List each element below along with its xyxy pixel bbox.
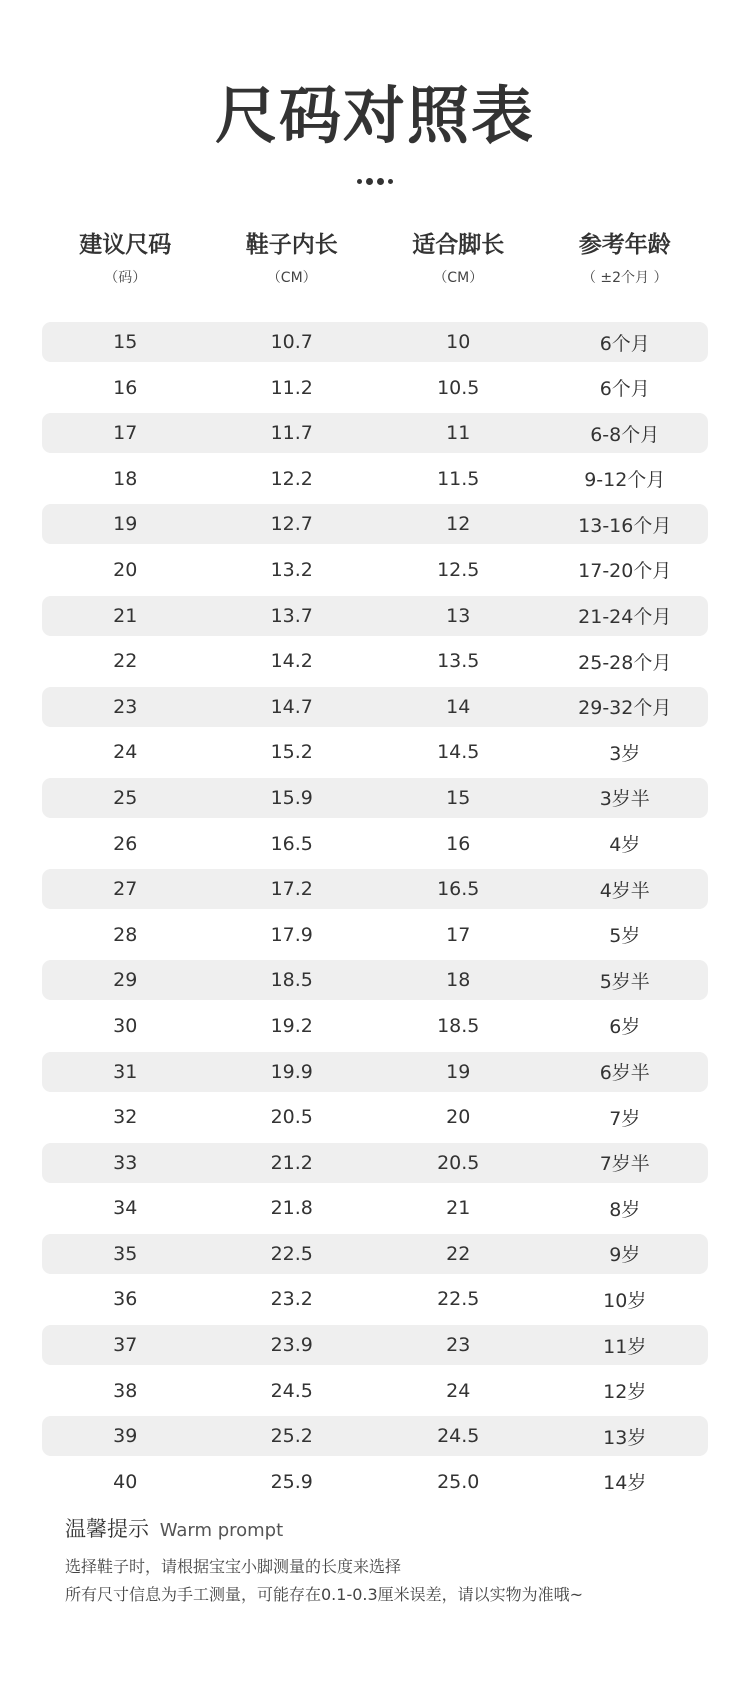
cell-foot-length: 23 <box>446 1334 471 1357</box>
cell-age: 13岁 <box>603 1426 647 1449</box>
cell-foot-length: 13.5 <box>437 650 480 673</box>
table-row <box>42 1234 708 1274</box>
cell-age: 10岁 <box>603 1289 647 1312</box>
cell-size: 28 <box>113 923 138 946</box>
table-row <box>42 1462 708 1502</box>
table-row <box>42 641 708 681</box>
cell-size: 24 <box>113 741 138 764</box>
cell-inner-length: 15.9 <box>270 786 313 809</box>
header-label: 鞋子内长 <box>245 232 338 258</box>
cell-foot-length: 12.5 <box>437 558 480 581</box>
cell-age: 21-24个月 <box>578 606 672 629</box>
header-reference-age <box>542 232 709 286</box>
cell-inner-length: 14.7 <box>270 695 313 718</box>
cell-inner-length: 22.5 <box>270 1242 313 1265</box>
table-row <box>42 1188 708 1228</box>
cell-inner-length: 17.2 <box>270 878 313 901</box>
cell-inner-length: 11.2 <box>270 376 313 399</box>
cell-age: 6岁 <box>609 1016 641 1039</box>
cell-size: 37 <box>113 1334 138 1357</box>
decorative-dots <box>0 178 750 185</box>
table-row <box>42 322 708 362</box>
dot-icon <box>377 178 384 185</box>
cell-size: 29 <box>113 969 138 992</box>
cell-age: 4岁半 <box>599 879 650 902</box>
table-row <box>42 1143 708 1183</box>
cell-size: 38 <box>113 1379 138 1402</box>
table-row <box>42 1052 708 1092</box>
header-unit: （ ±2个月 ） <box>581 269 668 286</box>
cell-inner-length: 21.2 <box>270 1151 313 1174</box>
cell-size: 31 <box>113 1060 138 1083</box>
table-row <box>42 687 708 727</box>
cell-inner-length: 12.2 <box>270 467 313 490</box>
table-row <box>42 1097 708 1137</box>
table-row <box>42 1416 708 1456</box>
cell-age: 7岁半 <box>599 1153 650 1176</box>
cell-foot-length: 10 <box>446 331 471 353</box>
table-row <box>42 1325 708 1365</box>
cell-size: 18 <box>113 467 138 490</box>
cell-size: 36 <box>113 1288 138 1311</box>
cell-foot-length: 10.5 <box>437 376 480 399</box>
cell-inner-length: 23.2 <box>270 1288 313 1311</box>
dot-icon <box>357 179 362 184</box>
dot-icon <box>388 179 393 184</box>
cell-size: 39 <box>113 1425 138 1448</box>
cell-inner-length: 18.5 <box>270 969 313 992</box>
table-row <box>42 960 708 1000</box>
cell-foot-length: 22 <box>446 1242 471 1265</box>
cell-age: 5岁 <box>609 925 641 948</box>
tip-line: 所有尺寸信息为手工测量，可能存在0.1-0.3厘米误差，请以实物为准哦~ <box>65 1585 584 1604</box>
cell-foot-length: 22.5 <box>437 1288 480 1311</box>
cell-inner-length: 11.7 <box>270 422 313 445</box>
cell-size: 32 <box>113 1106 138 1129</box>
cell-age: 3岁半 <box>599 788 650 811</box>
cell-foot-length: 11.5 <box>437 467 480 490</box>
header-inner-length <box>209 232 376 286</box>
cell-size: 33 <box>113 1151 138 1174</box>
cell-age: 3岁 <box>609 742 641 765</box>
cell-foot-length: 24 <box>446 1379 471 1402</box>
header-label: 适合脚长 <box>412 232 505 258</box>
table-row <box>42 459 708 499</box>
cell-foot-length: 20.5 <box>437 1151 480 1174</box>
cell-size: 17 <box>113 422 138 445</box>
table-row <box>42 869 708 909</box>
tips-title-en: Warm prompt <box>159 1520 284 1541</box>
cell-size: 34 <box>113 1197 138 1220</box>
cell-inner-length: 25.9 <box>270 1470 313 1493</box>
cell-size: 15 <box>113 331 138 353</box>
cell-foot-length: 12 <box>446 513 471 536</box>
table-row <box>42 915 708 955</box>
cell-foot-length: 21 <box>446 1197 471 1220</box>
cell-inner-length: 24.5 <box>270 1379 313 1402</box>
cell-age: 6-8个月 <box>590 423 660 446</box>
cell-age: 25-28个月 <box>578 651 672 674</box>
cell-inner-length: 21.8 <box>270 1197 313 1220</box>
cell-age: 17-20个月 <box>578 560 672 583</box>
cell-foot-length: 20 <box>446 1106 471 1129</box>
cell-size: 19 <box>113 513 138 536</box>
cell-inner-length: 10.7 <box>270 331 313 353</box>
cell-age: 8岁 <box>609 1198 641 1221</box>
table-row <box>42 504 708 544</box>
header-unit: （码） <box>104 269 147 286</box>
cell-size: 40 <box>113 1470 138 1493</box>
cell-foot-length: 17 <box>446 923 471 946</box>
header-unit: （CM） <box>433 269 484 286</box>
cell-inner-length: 12.7 <box>270 513 313 536</box>
tip-line: 选择鞋子时，请根据宝宝小脚测量的长度来选择 <box>65 1557 402 1576</box>
cell-age: 6个月 <box>599 378 650 401</box>
cell-foot-length: 25.0 <box>437 1470 480 1493</box>
table-row <box>42 778 708 818</box>
cell-foot-length: 13 <box>446 604 471 627</box>
table-row <box>42 550 708 590</box>
header-suggested-size <box>42 232 209 286</box>
cell-age: 12岁 <box>603 1381 647 1404</box>
cell-age: 6个月 <box>599 332 650 355</box>
cell-size: 23 <box>113 695 138 718</box>
table-row <box>42 368 708 408</box>
cell-foot-length: 18.5 <box>437 1014 480 1037</box>
cell-inner-length: 23.9 <box>270 1334 313 1357</box>
cell-inner-length: 19.2 <box>270 1014 313 1037</box>
cell-size: 30 <box>113 1014 138 1037</box>
cell-foot-length: 11 <box>446 422 471 445</box>
cell-age: 29-32个月 <box>578 697 672 720</box>
cell-age: 7岁 <box>609 1107 641 1130</box>
cell-size: 25 <box>113 786 138 809</box>
table-row <box>42 1006 708 1046</box>
cell-inner-length: 16.5 <box>270 832 313 855</box>
header-unit: （CM） <box>266 269 317 286</box>
cell-age: 5岁半 <box>599 970 650 993</box>
cell-inner-length: 14.2 <box>270 650 313 673</box>
cell-foot-length: 19 <box>446 1060 471 1083</box>
tips-title-cn: 温馨提示 <box>65 1517 149 1541</box>
dot-icon <box>366 178 373 185</box>
tips-heading <box>65 1513 283 1543</box>
cell-age: 11岁 <box>603 1335 647 1358</box>
cell-size: 26 <box>113 832 138 855</box>
header-foot-length <box>375 232 542 286</box>
cell-inner-length: 13.2 <box>270 558 313 581</box>
table-row <box>42 1279 708 1319</box>
cell-inner-length: 13.7 <box>270 604 313 627</box>
cell-inner-length: 15.2 <box>270 741 313 764</box>
cell-size: 21 <box>113 604 138 627</box>
cell-age: 4岁 <box>609 834 641 857</box>
cell-foot-length: 14.5 <box>437 741 480 764</box>
cell-size: 27 <box>113 878 138 901</box>
cell-foot-length: 24.5 <box>437 1425 480 1448</box>
cell-foot-length: 16.5 <box>437 878 480 901</box>
cell-inner-length: 25.2 <box>270 1425 313 1448</box>
table-row <box>42 732 708 772</box>
table-row <box>42 596 708 636</box>
cell-inner-length: 17.9 <box>270 923 313 946</box>
cell-foot-length: 16 <box>446 832 471 855</box>
table-header <box>42 232 708 286</box>
cell-age: 14岁 <box>603 1472 647 1495</box>
table-row <box>42 413 708 453</box>
header-label: 建议尺码 <box>79 232 172 258</box>
cell-foot-length: 14 <box>446 695 471 718</box>
cell-age: 13-16个月 <box>578 514 672 537</box>
table-row <box>42 824 708 864</box>
cell-size: 20 <box>113 558 138 581</box>
cell-foot-length: 18 <box>446 969 471 992</box>
cell-size: 16 <box>113 376 138 399</box>
cell-age: 9-12个月 <box>584 469 666 492</box>
cell-age: 6岁半 <box>599 1062 650 1084</box>
cell-inner-length: 20.5 <box>270 1106 313 1129</box>
cell-foot-length: 15 <box>446 786 471 809</box>
table-row <box>42 1371 708 1411</box>
cell-size: 22 <box>113 650 138 673</box>
page-title: 尺码对照表 <box>214 79 535 152</box>
cell-inner-length: 19.9 <box>270 1060 313 1083</box>
cell-age: 9岁 <box>609 1244 641 1267</box>
header-label: 参考年龄 <box>578 232 671 258</box>
cell-size: 35 <box>113 1242 138 1265</box>
size-table-body <box>42 322 708 1507</box>
